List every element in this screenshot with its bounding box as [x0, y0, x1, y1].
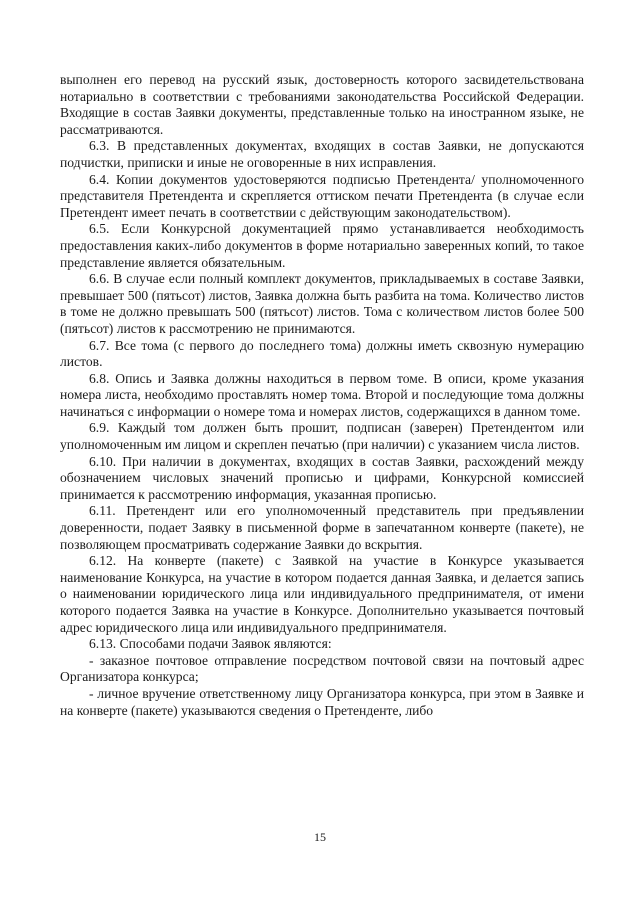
paragraph-6-8: 6.8. Опись и Заявка должны находиться в первом томе. В описи, кроме указания номера листа, необходимо проставлять номер тома. Второй и последующие тома должны начинаться с информации о номере тома и номерах листов, содержащихся в данном томе.: [60, 370, 584, 419]
list-item-personal-delivery: - личное вручение ответственному лицу Организатора конкурса, при этом в Заявке и на конверте (пакете) указываются сведения о Претенденте, либо: [60, 685, 584, 718]
paragraph-6-3: 6.3. В представленных документах, входящих в состав Заявки, не допускаются подчистки, приписки и иные не оговоренные в них исправления.: [60, 138, 584, 170]
page-number: 15: [314, 830, 326, 844]
paragraph-6-5: 6.5. Если Конкурсной документацией прямо устанавливается необходимость предоставления каких-либо документов в форме нотариально заверенных копий, то такое представление является обязательным.: [60, 221, 584, 270]
paragraph-6-13: 6.13. Способами подачи Заявок являются:: [89, 636, 332, 652]
list-item-postal: - заказное почтовое отправление посредством почтовой связи на почтовый адрес Организатора конкурса;: [60, 652, 584, 685]
paragraph-6-12: 6.12. На конверте (пакете) с Заявкой на участие в Конкурсе указывается наименование Конкурса, на участие в котором подается данная Заявка, и делается запись о наименовании юридического лица или индивидуального предпринимателя, от имени которого подается Заявка на участие в Конкурсе. Дополнительно указывается почтовый адрес юридического лица или индивидуального предпринимателя.: [60, 553, 584, 635]
document-body: [60, 72, 584, 719]
paragraph-6-4: 6.4. Копии документов удостоверяются подписью Претендента/ уполномоченного представителя Претендента и скрепляется оттиском печати Претендента (в случае если Претендент имеет печать в соответствии с действующим законодательством).: [60, 171, 584, 220]
paragraph-6-6: 6.6. В случае если полный комплект документов, прикладываемых в составе Заявки, превышает 500 (пятьсот) листов, Заявка должна быть разбита на тома. Количество листов в томе не должно превышать 500 (пятьсот) листов. Тома с количеством листов более 500 (пятьсот) листов к рассмотрению не принимаются.: [60, 271, 584, 336]
paragraph-continuation: выполнен его перевод на русский язык, достоверность которого засвидетельствована нотариально в соответствии с требованиями законодательства Российской Федерации. Входящие в состав Заявки документы, представленные только на иностранном языке, не рассматриваются.: [60, 72, 584, 137]
paragraph-6-9: 6.9. Каждый том должен быть прошит, подписан (заверен) Претендентом или уполномоченным им лицом и скреплен печатью (при наличии) с указанием числа листов.: [60, 420, 584, 453]
paragraph-6-11: 6.11. Претендент или его уполномоченный представитель при предъявлении доверенности, подает Заявку в письменной форме в запечатанном конверте (пакете), не позволяющем просматривать содержание Заявки до вскрытия.: [60, 503, 584, 552]
paragraph-6-7: 6.7. Все тома (с первого до последнего тома) должны иметь сквозную нумерацию листов.: [60, 337, 584, 370]
paragraph-6-10: 6.10. При наличии в документах, входящих в состав Заявки, расхождений между обозначением числовых значений прописью и цифрами, Конкурсной комиссией принимается к рассмотрению информация, указанная прописью.: [60, 453, 584, 502]
